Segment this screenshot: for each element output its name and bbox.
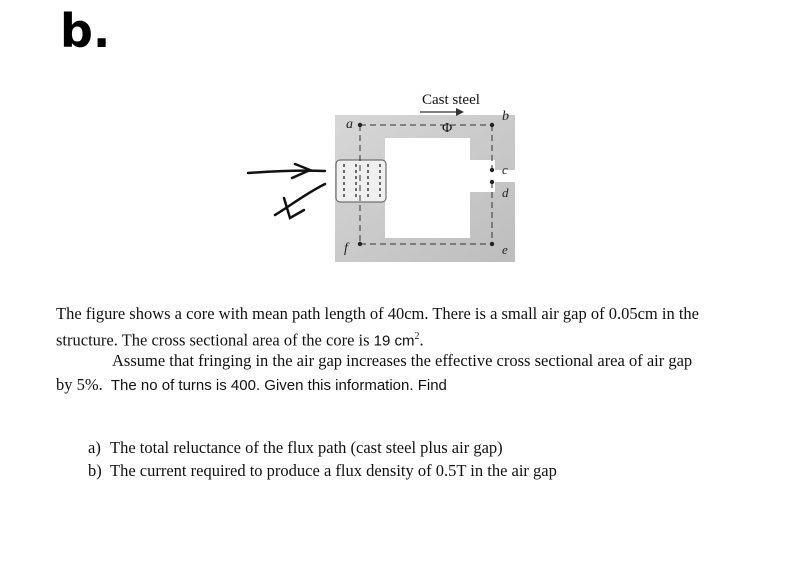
- problem-line-2: [56, 327, 424, 352]
- area-value: 19 cm: [373, 332, 415, 350]
- handdrawn-arrows: [248, 164, 325, 218]
- area-period: .: [419, 330, 424, 350]
- point-c: c: [502, 162, 508, 177]
- area-exponent: 2: [414, 331, 420, 342]
- question-item: [88, 459, 557, 482]
- problem-line-4: [56, 375, 447, 396]
- section-label: b.: [60, 4, 111, 58]
- problem-line-1: The figure shows a core with mean path length of 40cm. There is a small air gap of 0.05cm in the: [56, 304, 700, 323]
- question-marker: a): [88, 438, 101, 457]
- problem-line-2-text: structure. The cross sectional area of the core is: [56, 330, 370, 350]
- question-marker: b): [88, 461, 102, 480]
- question-list: [88, 436, 557, 482]
- point-f: f: [344, 241, 348, 256]
- magnetic-core-figure: [240, 80, 530, 265]
- material-label: Cast steel: [422, 92, 480, 108]
- question-text: The current required to produce a flux density of 0.5T in the air gap: [110, 461, 557, 480]
- question-item: [88, 436, 557, 459]
- point-d: d: [502, 185, 509, 200]
- flux-symbol: Φ: [442, 121, 453, 136]
- problem-line-4-start: by 5%.: [56, 375, 103, 394]
- problem-line-3: Assume that fringing in the air gap increases the effective cross sectional area of air gap: [112, 351, 693, 370]
- point-a: a: [346, 117, 353, 132]
- point-e: e: [502, 242, 508, 257]
- problem-line-4-rest: The no of turns is 400. Given this information. Find: [110, 377, 447, 394]
- point-b: b: [502, 109, 509, 124]
- question-text: The total reluctance of the flux path (cast steel plus air gap): [110, 438, 503, 457]
